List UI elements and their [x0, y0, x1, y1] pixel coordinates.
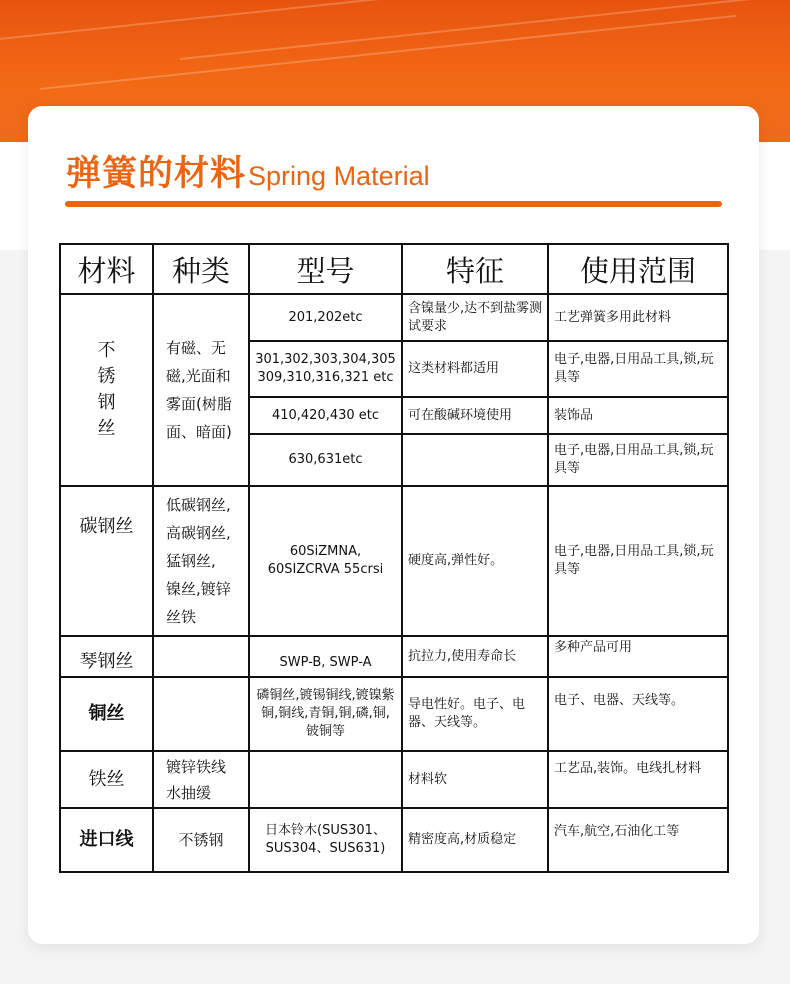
title-english: Spring Material [248, 161, 430, 191]
cell-usage: 电子、电器、天线等。 [548, 677, 728, 751]
cell-usage: 电子,电器,日用品工具,锁,玩具等 [548, 341, 728, 397]
cell-material-carbon: 碳钢丝 [60, 486, 153, 636]
table-row [60, 751, 728, 808]
table-header-row [60, 244, 728, 294]
cell-usage: 装饰品 [548, 397, 728, 434]
material-table [59, 243, 729, 873]
header-model: 型号 [249, 244, 402, 294]
cell-usage: 多种产品可用 [548, 636, 728, 677]
cell-usage: 电子,电器,日用品工具,锁,玩具等 [548, 486, 728, 636]
cell-model: 410,420,430 etc [249, 397, 402, 434]
cell-feature: 可在酸碱环境使用 [402, 397, 548, 434]
table-row [60, 677, 728, 751]
cell-model: SWP-B, SWP-A [249, 636, 402, 677]
cell-feature: 硬度高,弹性好。 [402, 486, 548, 636]
header-feature: 特征 [402, 244, 548, 294]
header-usage: 使用范围 [548, 244, 728, 294]
title-chinese: 弹簧的材料 [66, 154, 247, 194]
cell-model [249, 751, 402, 808]
cell-kind-stainless: 有磁、无 磁,光面和 雾面(树脂 面、暗面) [153, 294, 249, 486]
cell-model: 60SiZMNA, 60SIZCRVA 55crsi [249, 486, 402, 636]
cell-kind-copper [153, 677, 249, 751]
cell-kind-imported: 不锈钢 [153, 808, 249, 872]
cell-feature: 材料软 [402, 751, 548, 808]
cell-kind-iron: 镀锌铁线 水抽缓 [153, 751, 249, 808]
cell-model: 201,202etc [249, 294, 402, 341]
cell-feature: 这类材料都适用 [402, 341, 548, 397]
title-underline [65, 201, 722, 207]
cell-feature: 精密度高,材质稳定 [402, 808, 548, 872]
cell-kind-piano [153, 636, 249, 677]
cell-model: 日本铃木(SUS301、SUS304、SUS631) [249, 808, 402, 872]
header-material: 材料 [60, 244, 153, 294]
header-kind: 种类 [153, 244, 249, 294]
cell-material-copper: 铜丝 [60, 677, 153, 751]
cell-material-iron: 铁丝 [60, 751, 153, 808]
cell-feature: 导电性好。电子、电器、天线等。 [402, 677, 548, 751]
cell-feature: 含镍量少,达不到盐雾测试要求 [402, 294, 548, 341]
cell-kind-carbon: 低碳钢丝, 高碳钢丝, 猛钢丝, 镍丝,镀锌 丝铁 [153, 486, 249, 636]
cell-material-piano: 琴钢丝 [60, 636, 153, 677]
cell-usage: 汽车,航空,石油化工等 [548, 808, 728, 872]
table-row [60, 486, 728, 636]
cell-usage: 工艺品,装饰。电线扎材料 [548, 751, 728, 808]
cell-feature [402, 434, 548, 486]
cell-usage: 工艺弹簧多用此材料 [548, 294, 728, 341]
cell-model: 630,631etc [249, 434, 402, 486]
cell-material-stainless: 不 锈 钢 丝 [60, 294, 153, 486]
cell-feature: 抗拉力,使用寿命长 [402, 636, 548, 677]
table-row [60, 294, 728, 341]
section-title [66, 150, 430, 194]
table-row [60, 636, 728, 677]
cell-usage: 电子,电器,日用品工具,锁,玩具等 [548, 434, 728, 486]
cell-material-imported: 进口线 [60, 808, 153, 872]
table-row [60, 808, 728, 872]
cell-model: 301,302,303,304,305 309,310,316,321 etc [249, 341, 402, 397]
cell-model: 磷铜丝,镀锡铜线,镀镍紫铜,铜线,青铜,铜,磷,铜,铍铜等 [249, 677, 402, 751]
